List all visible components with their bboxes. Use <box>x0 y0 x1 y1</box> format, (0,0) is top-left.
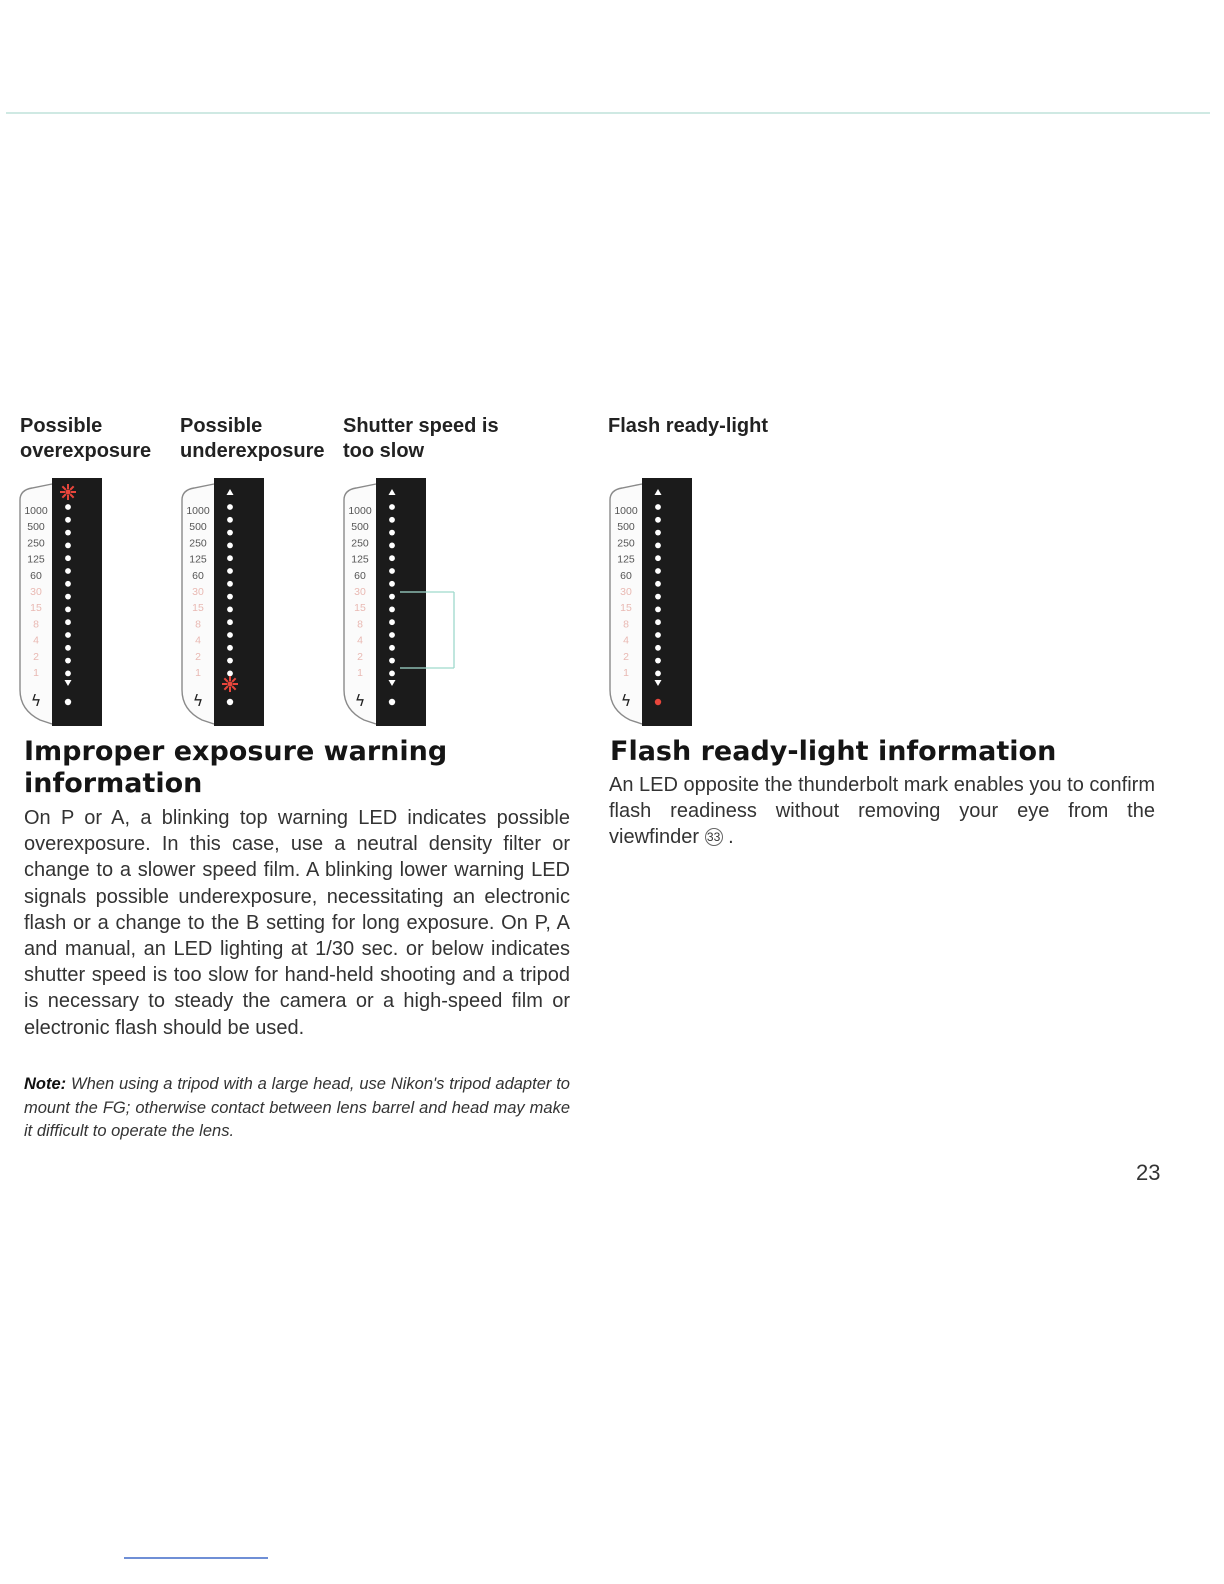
led-dot <box>65 517 71 523</box>
shutter-speed-label: 15 <box>30 602 42 615</box>
thunderbolt-icon: ϟ <box>192 691 204 710</box>
shutter-speed-label: 4 <box>357 634 363 647</box>
led-dot <box>655 517 661 523</box>
led-dot <box>65 645 71 651</box>
shutter-speed-label: 500 <box>617 521 635 534</box>
led-dot <box>389 594 395 600</box>
burst-core <box>65 489 70 494</box>
led-dot <box>65 530 71 536</box>
diagram-underexposure <box>180 474 340 730</box>
led-dot <box>227 504 233 510</box>
shutter-speed-label: 15 <box>354 602 366 615</box>
note-text: When using a tripod with a large head, use Nikon's tripod adapter to mount the FG; otherwise contact between lens barrel and head may make it difficult to operate the lens. <box>24 1075 570 1140</box>
led-dot <box>655 671 661 677</box>
led-panel <box>376 478 426 726</box>
led-dot <box>65 581 71 587</box>
led-dot <box>65 543 71 549</box>
led-dot <box>227 594 233 600</box>
led-dot <box>65 568 71 574</box>
shutter-speed-label: 1000 <box>348 505 372 517</box>
led-dot <box>655 530 661 536</box>
led-dot <box>389 530 395 536</box>
shutter-speed-label: 8 <box>33 618 39 631</box>
led-dot <box>389 619 395 625</box>
led-dot <box>227 568 233 574</box>
shutter-speed-label: 15 <box>192 602 204 615</box>
led-dot <box>389 632 395 638</box>
note-tripod <box>24 1073 570 1144</box>
shutter-speed-label: 30 <box>620 586 632 598</box>
flash-ready-led <box>389 699 395 705</box>
led-dot <box>389 543 395 549</box>
diagram-overexposure <box>18 474 178 730</box>
caption-flash-ready: Flash ready-light <box>608 415 769 437</box>
led-dot <box>655 645 661 651</box>
diagram-too-slow <box>342 474 502 730</box>
led-dot <box>65 632 71 638</box>
shutter-speed-label: 125 <box>189 553 207 566</box>
led-dot <box>655 619 661 625</box>
led-dot <box>227 581 233 587</box>
shutter-speed-label: 4 <box>623 634 629 647</box>
led-dot <box>389 671 395 677</box>
led-dot <box>227 543 233 549</box>
caption-overexposure: Possible overexposure <box>20 415 152 462</box>
flash-ready-led <box>65 699 71 705</box>
led-dot <box>655 568 661 574</box>
shutter-speed-label: 1 <box>33 667 39 679</box>
reference-number-badge: 33 <box>705 828 723 846</box>
shutter-speed-label: 60 <box>620 569 632 582</box>
shutter-speed-label: 1 <box>195 667 201 679</box>
led-panel <box>642 478 692 726</box>
note-label: Note: <box>24 1075 67 1093</box>
shutter-speed-label: 4 <box>195 634 201 647</box>
led-dot <box>227 530 233 536</box>
shutter-speed-label: 4 <box>33 634 39 647</box>
led-dot <box>65 504 71 510</box>
led-dot <box>389 555 395 561</box>
shutter-speed-label: 250 <box>617 537 635 550</box>
shutter-speed-label: 1 <box>357 667 363 679</box>
shutter-speed-label: 2 <box>195 650 201 663</box>
thunderbolt-icon: ϟ <box>354 691 366 710</box>
led-dot <box>655 555 661 561</box>
shutter-speed-label: 250 <box>189 537 207 550</box>
shutter-speed-label: 15 <box>620 602 632 615</box>
shutter-speed-label: 30 <box>354 586 366 598</box>
led-dot <box>655 632 661 638</box>
led-dot <box>389 568 395 574</box>
shutter-speed-label: 250 <box>351 537 369 550</box>
led-dot <box>655 607 661 613</box>
led-dot <box>65 607 71 613</box>
led-dot <box>227 658 233 664</box>
shutter-speed-label: 500 <box>351 521 369 534</box>
led-dot <box>655 581 661 587</box>
caption-underexposure: Possible underexposure <box>180 415 325 462</box>
shutter-speed-label: 1000 <box>614 505 638 517</box>
diagram-flash-ready <box>608 474 768 730</box>
led-dot <box>227 555 233 561</box>
led-dot <box>227 645 233 651</box>
shutter-speed-label: 8 <box>623 618 629 631</box>
blinking-led-icon <box>222 676 238 692</box>
shutter-speed-label: 60 <box>354 569 366 582</box>
led-dot <box>389 581 395 587</box>
body-flash-ready: An LED opposite the thunderbolt mark enables you to confirm flash readiness without removing your eye from the viewfinder 33 . <box>609 774 1155 849</box>
flash-ready-led <box>227 699 233 705</box>
led-panel <box>52 478 102 726</box>
shutter-speed-label: 1000 <box>24 505 48 517</box>
led-dot <box>227 619 233 625</box>
shutter-speed-label: 8 <box>357 618 363 631</box>
shutter-speed-label: 125 <box>617 553 635 566</box>
led-panel <box>214 478 264 726</box>
led-dot <box>655 504 661 510</box>
led-dot <box>389 517 395 523</box>
shutter-speed-label: 30 <box>192 586 204 598</box>
flash-ready-led <box>655 699 661 705</box>
heading-improper-exposure: Improper exposure warning information <box>24 736 448 799</box>
shutter-speed-label: 500 <box>189 521 207 534</box>
led-dot <box>65 658 71 664</box>
flash-body-text: An LED opposite the thunderbolt mark enables you to confirm flash readiness without removing your eye from the viewfinder <box>609 774 1155 849</box>
shutter-speed-label: 8 <box>195 618 201 631</box>
shutter-speed-label: 125 <box>27 553 45 566</box>
caption-too-slow: Shutter speed is too slow <box>343 415 499 462</box>
led-dot <box>227 517 233 523</box>
shutter-speed-label: 2 <box>623 650 629 663</box>
thunderbolt-icon: ϟ <box>620 691 632 710</box>
shutter-speed-label: 60 <box>30 569 42 582</box>
led-dot <box>389 607 395 613</box>
thunderbolt-icon: ϟ <box>30 691 42 710</box>
shutter-speed-label: 500 <box>27 521 45 534</box>
shutter-speed-label: 125 <box>351 553 369 566</box>
heading-flash-ready: Flash ready-light information <box>610 736 1057 767</box>
shutter-speed-label: 2 <box>357 650 363 663</box>
page-number: 23 <box>1136 1160 1161 1185</box>
led-dot <box>227 671 233 677</box>
led-dot <box>227 632 233 638</box>
burst-core <box>227 681 232 686</box>
led-dot <box>389 658 395 664</box>
shutter-speed-label: 1000 <box>186 505 210 517</box>
led-dot <box>655 594 661 600</box>
top-divider <box>6 112 1210 114</box>
shutter-speed-label: 30 <box>30 586 42 598</box>
shutter-speed-label: 2 <box>33 650 39 663</box>
led-dot <box>65 619 71 625</box>
blinking-led-icon <box>60 484 76 500</box>
led-dot <box>65 671 71 677</box>
body-improper-exposure: On P or A, a blinking top warning LED indicates possible overexposure. In this case, use a neutral density filter or change to a slower speed film. A blinking lower warning LED signals possible underexposure, necessitating an electronic flash or a change to the B setting for long exposure. On P, A and manual, an LED lighting at 1/30 sec. or below indicates shutter speed is too slow for hand-held shooting and a tripod is necessary to steady the camera or a high-speed film or electronic flash should be used. <box>24 807 570 1039</box>
led-dot <box>65 555 71 561</box>
bottom-divider <box>124 1557 268 1559</box>
led-dot <box>655 658 661 664</box>
led-dot <box>389 504 395 510</box>
led-dot <box>227 607 233 613</box>
led-dot <box>389 645 395 651</box>
led-dot <box>65 594 71 600</box>
shutter-speed-label: 60 <box>192 569 204 582</box>
shutter-speed-label: 250 <box>27 537 45 550</box>
led-dot <box>655 543 661 549</box>
shutter-speed-label: 1 <box>623 667 629 679</box>
